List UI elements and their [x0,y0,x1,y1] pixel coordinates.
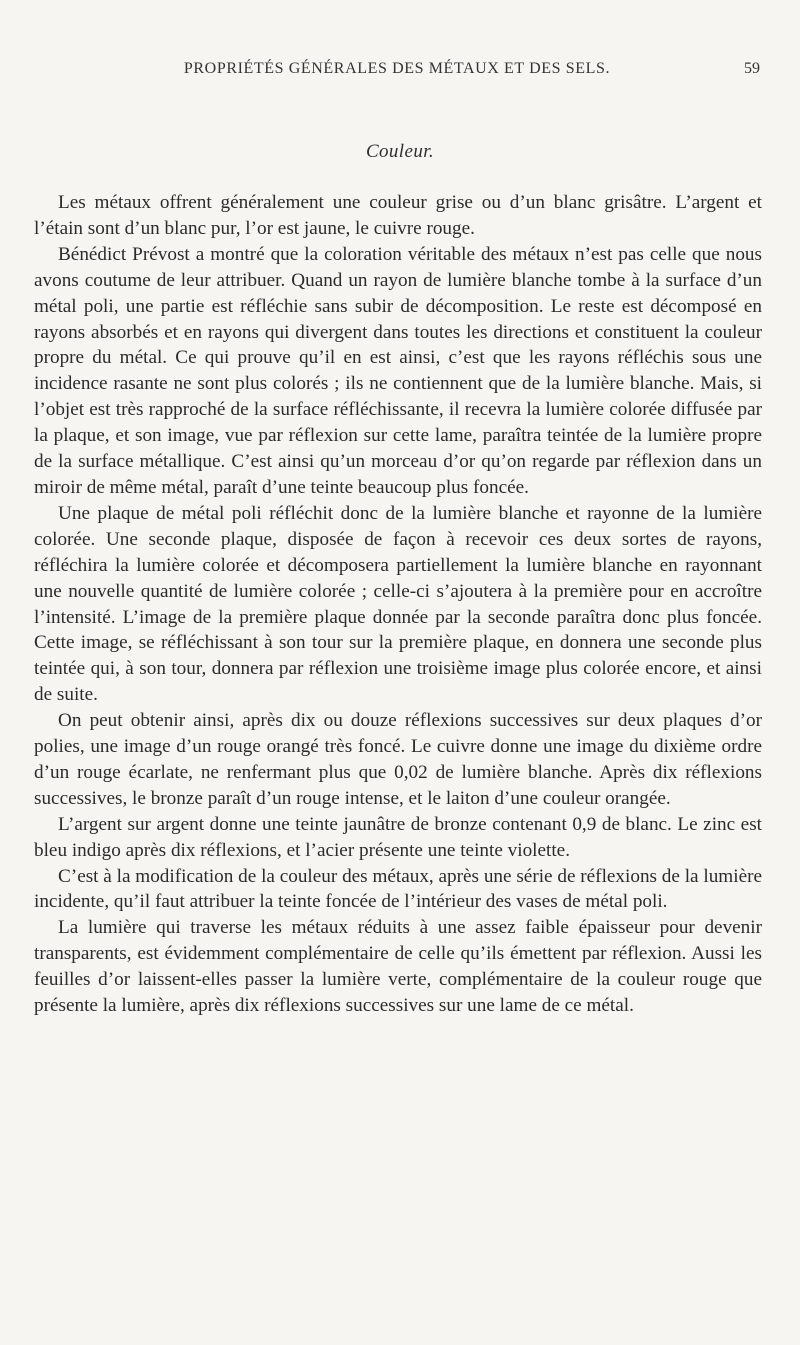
paragraph: Les métaux offrent généralement une couleur grise ou d’un blanc grisâtre. L’argent et l’étain sont d’un blanc pur, l’or est jaune, le cuivre rouge. [34,192,762,239]
paragraph: Une plaque de métal poli réfléchit donc de la lumière blanche et rayonne de la lumière colorée. Une seconde plaque, disposée de façon à recevoir ces deux sortes de rayons, réfléchira la lumière colorée et décomposera partiellement la lumière blanche en rayonnant une nouvelle quantité de lumière colorée ; celle-ci s’ajoutera à la première pour en accroître l’intensité. L’image de la première plaque donnée par la seconde paraîtra donc plus foncée. Cette image, se réfléchissant à son tour sur la première plaque, en donnera une seconde plus teintée qui, à son tour, donnera par réflexion une troisième image plus colorée encore, et ainsi de suite. [34,502,762,706]
section-title: Couleur. [365,141,435,162]
paragraph: La lumière qui traverse les métaux réduits à une assez faible épaisseur pour devenir transparents, est évidemment complémentaire de celle qu’ils émettent par réflexion. Aussi les feuilles d’or laissent-elles passer la lumière verte, complémentaire de la couleur rouge que présente la lumière, après dix réflexions successives sur une lame de ce métal. [34,917,762,1017]
running-header [34,60,760,84]
body-text [34,190,762,1019]
paragraph: On peut obtenir ainsi, après dix ou douze réflexions successives sur deux plaques d’or polies, une image d’un rouge orangé très foncé. Le cuivre donne une image du dixième ordre d’un rouge écarlate, ne renfermant plus que 0,02 de lumière blanche. Après dix réflexions successives, le bronze paraît d’un rouge intense, et le laiton d’une couleur orangée. [34,710,762,809]
page-number: 59 [744,60,760,77]
paragraph: C’est à la modification de la couleur des métaux, après une série de réflexions de la lumière incidente, qu’il faut attribuer la teinte foncée de l’intérieur des vases de métal poli. [34,865,762,913]
paragraph: L’argent sur argent donne une teinte jaunâtre de bronze contenant 0,9 de blanc. Le zinc est bleu indigo après dix réflexions, et l’acier présente une teinte violette. [34,813,762,861]
paragraph: Bénédict Prévost a montré que la coloration véritable des métaux n’est pas celle que nous avons coutume de leur attribuer. Quand un rayon de lumière blanche tombe à la surface d’un métal poli, une partie est réfléchie sans subir de décomposition. Le reste est décomposé en rayons absorbés et en rayons qui divergent dans toutes les directions et constituent la couleur propre du métal. Ce qui prouve qu’il en est ainsi, c’est que les rayons réfléchis sous une incidence rasante ne sont plus colorés ; ils ne contiennent que de la lumière blanche. Mais, si l’objet est très rapproché de la surface réfléchissante, il recevra la lumière colorée diffusée par la plaque, et son image, vue par réflexion sur cette lame, paraîtra teintée de la lumière propre de la surface métallique. C’est ainsi qu’un morceau d’or qu’on regarde par réflexion dans un miroir de même métal, paraît d’une teinte beaucoup plus foncée. [34,243,762,498]
running-title: PROPRIÉTÉS GÉNÉRALES DES MÉTAUX ET DES SELS. [183,60,611,77]
